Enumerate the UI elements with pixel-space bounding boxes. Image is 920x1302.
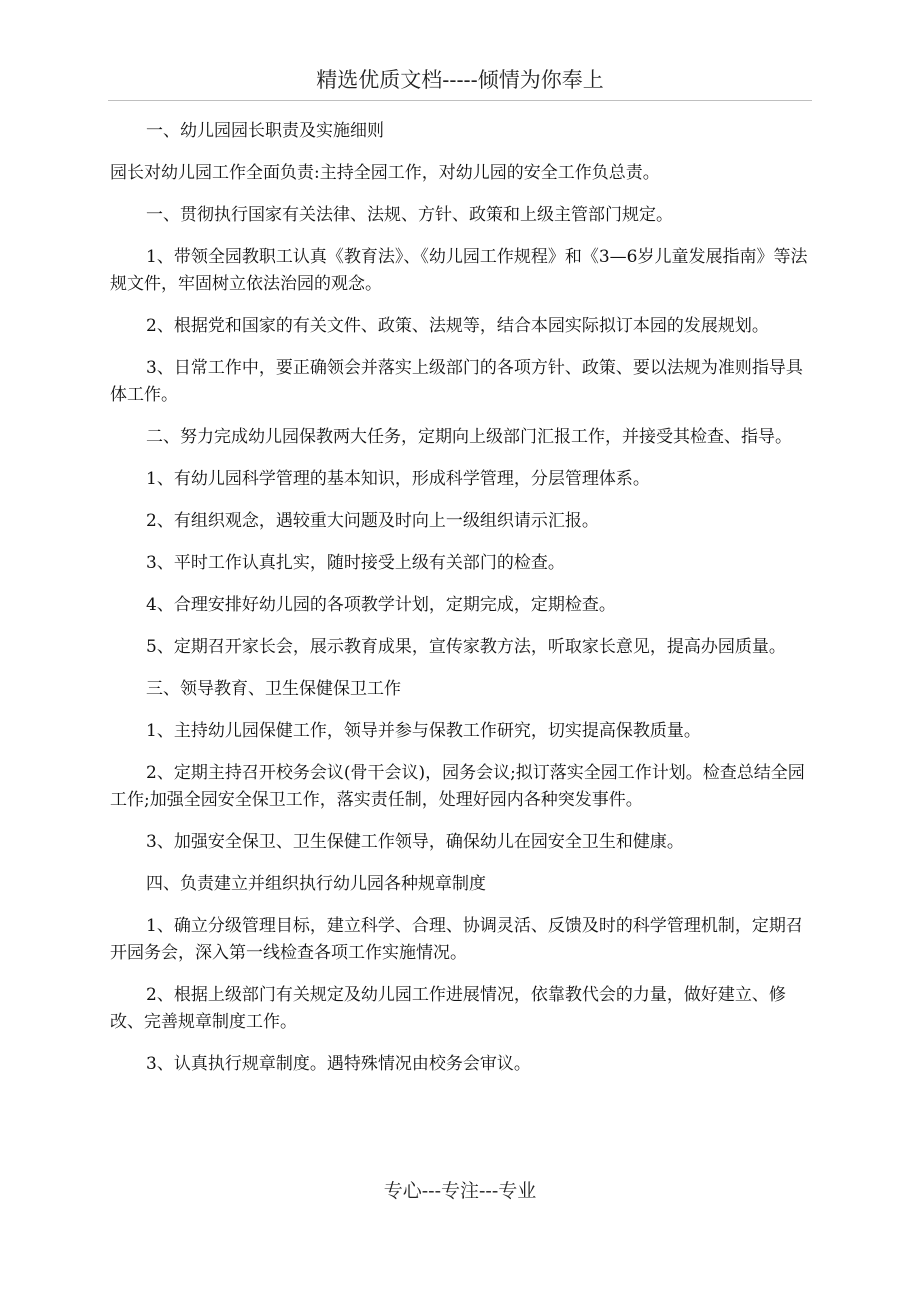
paragraph: 四、负责建立并组织执行幼儿园各种规章制度 [146,874,486,894]
paragraph: 1、确立分级管理目标，建立科学、合理、协调灵活、反馈及时的科学管理机制，定期召开园务会，深入第一线检查各项工作实施情况。 [110,916,803,963]
header-divider [108,100,812,101]
paragraph: 2、有组织观念，遇较重大问题及时向上一级组织请示汇报。 [146,511,599,531]
paragraph: 2、根据上级部门有关规定及幼儿园工作进展情况，依靠教代会的力量，做好建立、修改、完善规章制度工作。 [110,985,786,1032]
paragraph: 3、认真执行规章制度。遇特殊情况由校务会审议。 [146,1054,531,1074]
paragraph: 5、定期召开家长会，展示教育成果，宣传家教方法，听取家长意见，提高办园质量。 [146,637,786,657]
document-body [110,118,816,1093]
paragraph: 1、主持幼儿园保健工作，领导并参与保教工作研究，切实提高保教质量。 [146,721,701,741]
paragraph: 2、定期主持召开校务会议(骨干会议)，园务会议;拟订落实全园工作计划。检查总结全园工作;加强全园安全保卫工作，落实责任制，处理好园内各种突发事件。 [110,763,805,810]
paragraph: 2、根据党和国家的有关文件、政策、法规等，结合本园实际拟订本园的发展规划。 [146,316,769,336]
paragraph: 3、日常工作中，要正确领会并落实上级部门的各项方针、政策、要以法规为准则指导具体工作。 [110,358,803,405]
paragraph: 一、贯彻执行国家有关法律、法规、方针、政策和上级主管部门规定。 [146,205,673,225]
paragraph: 4、合理安排好幼儿园的各项教学计划，定期完成，定期检查。 [146,595,616,615]
page-footer-text: 专心---专注---专业 [383,1180,537,1202]
paragraph: 三、领导教育、卫生保健保卫工作 [146,679,401,699]
paragraph: 园长对幼儿园工作全面负责:主持全园工作，对幼儿园的安全工作负总责。 [110,163,660,183]
paragraph: 1、带领全园教职工认真《教育法》、《幼儿园工作规程》和《3—6岁儿童发展指南》等法规文件，牢固树立依法治园的观念。 [110,247,808,294]
paragraph: 1、有幼儿园科学管理的基本知识，形成科学管理，分层管理体系。 [146,469,650,489]
paragraph: 二、努力完成幼儿园保教两大任务，定期向上级部门汇报工作，并接受其检查、指导。 [146,427,792,447]
paragraph: 3、平时工作认真扎实，随时接受上级有关部门的检查。 [146,553,565,573]
paragraph: 3、加强安全保卫、卫生保健工作领导，确保幼儿在园安全卫生和健康。 [146,832,684,852]
page-header-title: 精选优质文档-----倾情为你奉上 [316,68,604,92]
paragraph: 一、幼儿园园长职责及实施细则 [146,121,384,141]
